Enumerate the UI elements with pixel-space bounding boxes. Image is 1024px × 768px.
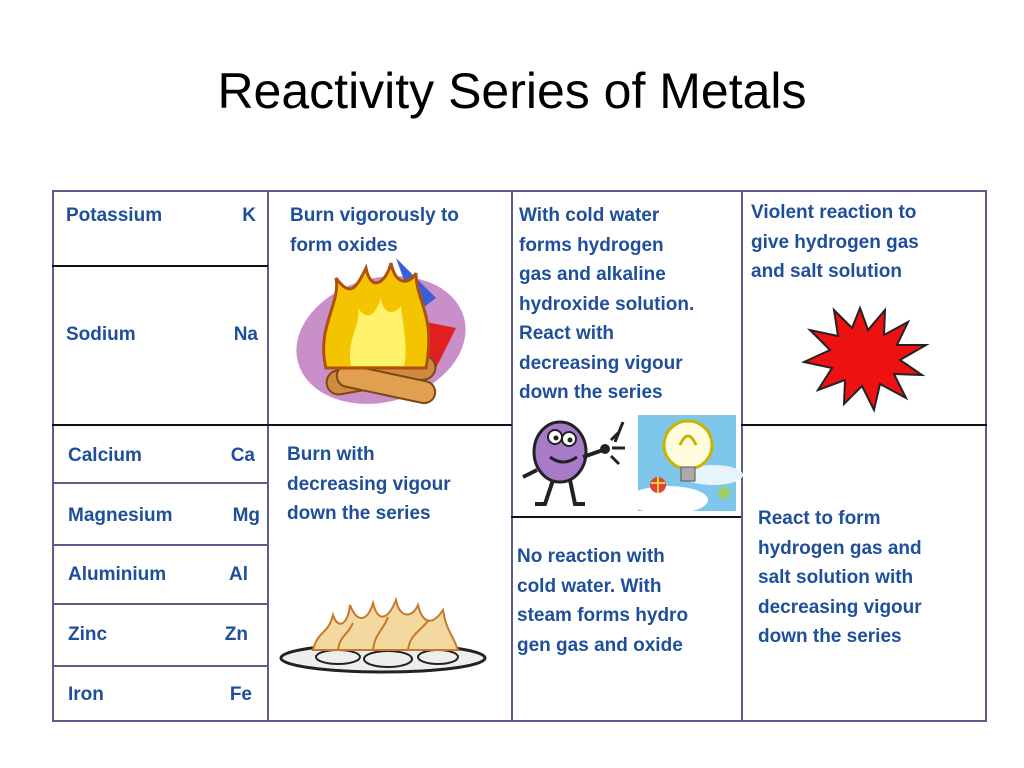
metal-name: Calcium xyxy=(68,445,142,466)
metal-symbol: Mg xyxy=(232,505,260,526)
text-line: hydrogen gas and xyxy=(758,537,922,559)
text-line: decreasing vigour xyxy=(758,596,922,618)
acid-top-text xyxy=(751,198,919,287)
explosion-icon xyxy=(800,300,930,415)
text-line: down the series xyxy=(758,626,902,647)
text-line: decreasing vigour xyxy=(519,352,683,374)
text-line: cold water. With xyxy=(517,575,662,597)
row-divider xyxy=(52,603,268,605)
text-line: down the series xyxy=(519,382,663,403)
text-line: Burn vigorously to xyxy=(290,205,459,226)
row-divider xyxy=(52,424,512,426)
metal-name: Zinc xyxy=(68,624,108,645)
water-bottom-text xyxy=(517,542,688,660)
text-line: salt solution with xyxy=(758,567,914,588)
campfire-icon xyxy=(296,258,471,418)
metal-name: Potassium xyxy=(66,205,163,226)
row-divider xyxy=(52,265,268,267)
row-divider xyxy=(741,424,987,426)
metal-symbol: K xyxy=(242,205,256,226)
text-line: give hydrogen gas xyxy=(751,231,919,253)
text-line: Violent reaction to xyxy=(751,202,917,223)
text-line: With cold water xyxy=(519,205,660,226)
metal-symbol: Al xyxy=(229,564,248,585)
metal-name: Iron xyxy=(68,684,104,705)
text-line: React with xyxy=(519,323,615,344)
hot-air-balloon-icon xyxy=(638,415,736,511)
text-line: decreasing vigour xyxy=(287,473,451,495)
metal-symbol: Fe xyxy=(229,684,252,705)
small-fire-icon xyxy=(278,595,493,680)
column-divider xyxy=(741,190,743,722)
metal-name: Aluminium xyxy=(68,564,167,585)
text-line: No reaction with xyxy=(517,546,665,567)
text-line: Burn with xyxy=(287,444,375,465)
metal-name: Sodium xyxy=(66,324,136,345)
metal-symbol: Na xyxy=(233,324,258,345)
page-title: Reactivity Series of Metals xyxy=(217,63,807,119)
burn-bottom-text xyxy=(287,440,451,529)
row-divider xyxy=(511,516,741,518)
text-line: gen gas and oxide xyxy=(517,634,683,656)
metal-symbol: Ca xyxy=(230,445,255,466)
text-line: forms hydrogen xyxy=(519,234,664,256)
metal-name: Magnesium xyxy=(68,505,173,526)
cartoon-character-icon xyxy=(515,412,635,512)
row-divider xyxy=(52,544,268,546)
text-line: steam forms hydro xyxy=(517,605,689,626)
water-top-text xyxy=(519,201,694,408)
text-line: down the series xyxy=(287,503,431,524)
text-line: hydroxide solution. xyxy=(519,293,695,315)
text-line: React to form xyxy=(758,508,881,529)
text-line: form oxides xyxy=(290,234,398,256)
text-line: and salt solution xyxy=(751,261,902,282)
text-line: gas and alkaline xyxy=(519,264,666,285)
column-divider xyxy=(511,190,513,722)
burn-top-text xyxy=(290,201,459,260)
row-divider xyxy=(52,665,268,667)
row-divider xyxy=(52,482,268,484)
column-divider xyxy=(267,190,269,722)
metal-symbol: Zn xyxy=(224,624,248,645)
acid-bottom-text xyxy=(758,504,922,652)
